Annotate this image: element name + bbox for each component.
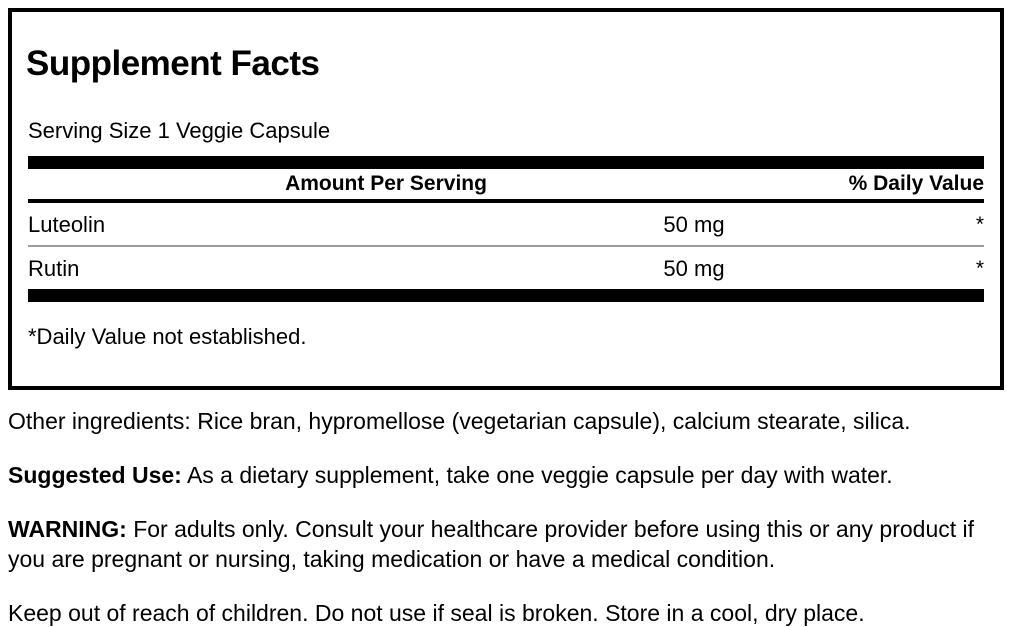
ingredient-amount: 50 mg [663, 212, 725, 237]
table-row [28, 247, 984, 289]
panel-title: Supplement Facts [26, 44, 320, 83]
ingredient-name: Luteolin [28, 212, 106, 237]
daily-value-header: % Daily Value [848, 172, 984, 195]
thick-rule-bottom [28, 289, 984, 302]
warning-text [8, 514, 1008, 574]
ingredient-daily-value: * [975, 213, 984, 236]
suggested-use-body: As a dietary supplement, take one veggie capsule per day with water. [181, 462, 893, 488]
storage-text: Keep out of reach of children. Do not use if seal is broken. Store in a cool, dry place. [8, 600, 865, 626]
package-directions [8, 406, 1008, 627]
warning-body: For adults only. Consult your healthcare provider before using this or any product if you are pregnant or nursing, taking medication or have a medical condition. [8, 516, 975, 572]
serving-size-text: Serving Size 1 Veggie Capsule [28, 118, 331, 143]
amount-per-serving-header: Amount Per Serving [285, 172, 487, 195]
other-ingredients-text: Other ingredients: Rice bran, hypromellose (vegetarian capsule), calcium stearate, silica. [8, 408, 911, 434]
supplement-facts-panel [8, 8, 1004, 390]
ingredient-daily-value: * [975, 257, 984, 280]
suggested-use-label: Suggested Use: [8, 462, 182, 488]
warning-label: WARNING: [8, 516, 127, 542]
ingredient-amount: 50 mg [663, 256, 725, 281]
thick-rule-top [28, 156, 984, 169]
daily-value-footnote: *Daily Value not established. [28, 324, 307, 349]
ingredient-name: Rutin [28, 256, 80, 281]
table-row [28, 203, 984, 245]
suggested-use-text [8, 460, 1008, 490]
table-header-row [28, 169, 984, 199]
